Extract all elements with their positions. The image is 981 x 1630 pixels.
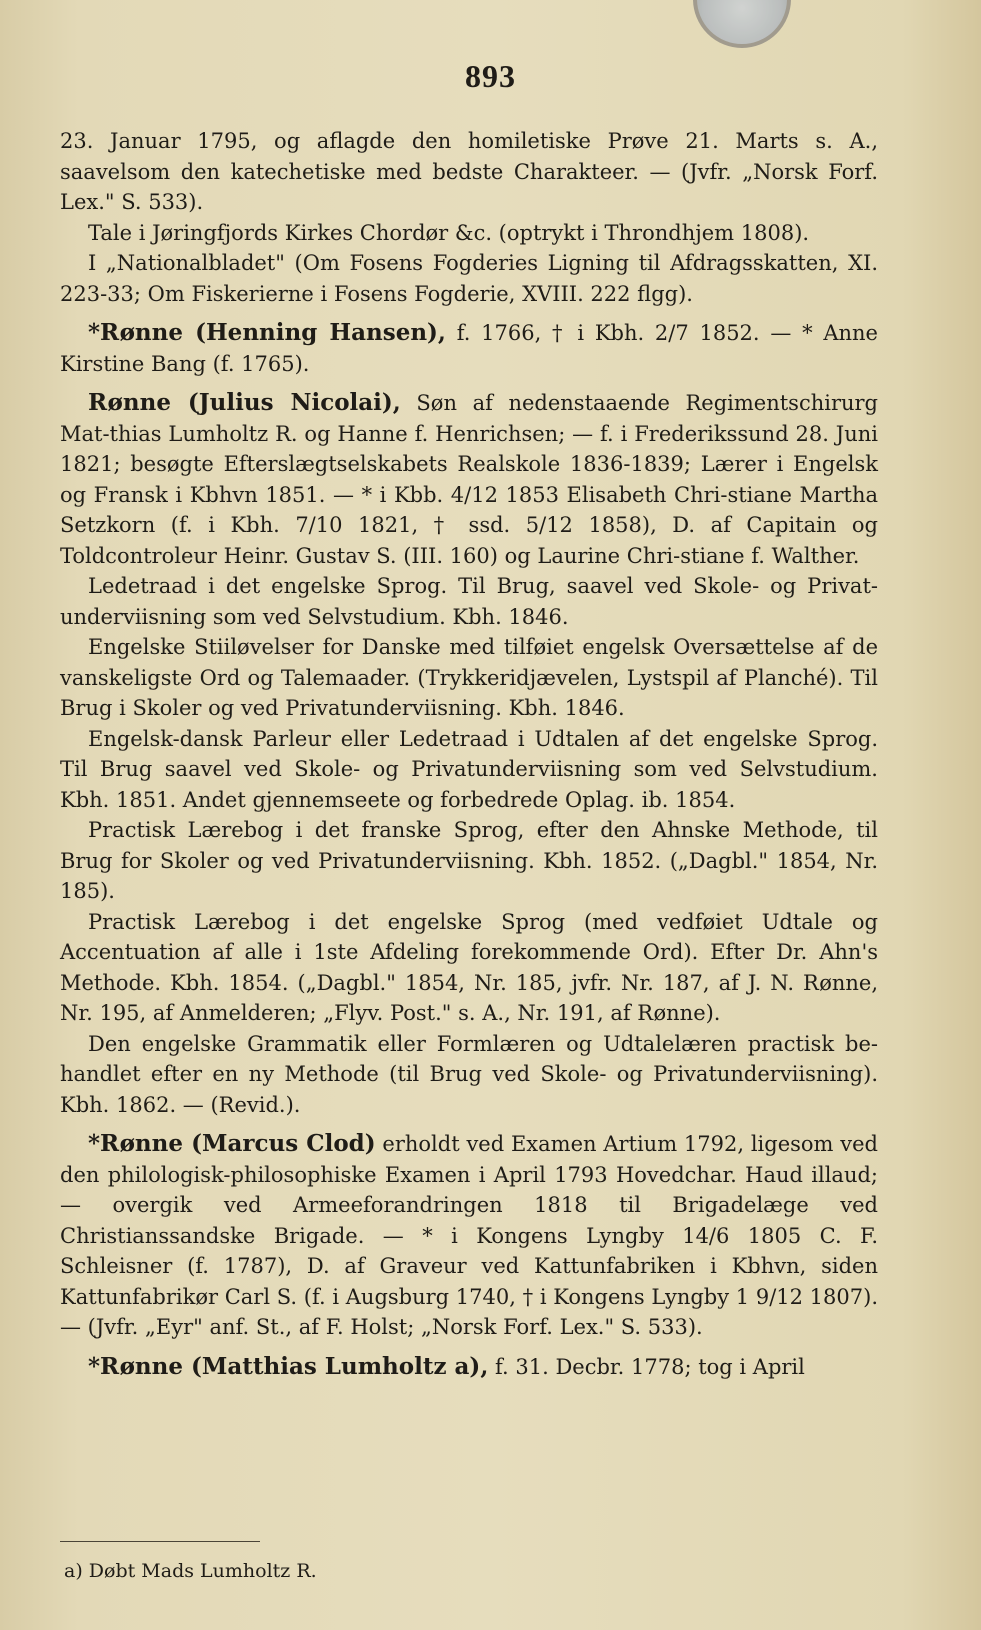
paragraph-text: Practisk Lærebog i det franske Sprog, efter den Ahnske Methode, til Brug for Skoler og ved Privatunderviisning. Kbh. 1852. („Dagbl." 1854, Nr. 185). xyxy=(60,818,878,903)
bibliography-paragraph xyxy=(60,1029,878,1121)
paragraph-text: Tale i Jøringfjords Kirkes Chordør &c. (optrykt i Throndhjem 1808). xyxy=(88,220,810,245)
bibliography-paragraph xyxy=(60,571,878,632)
paragraph-text: erholdt ved Examen Artium 1792, ligesom ved den philologisk-philosophiske Examen i April 1793 Hovedchar. Haud illaud; — overgik ved Armeeforandringen 1818 til Brigadelæge ved Christianssandske Brigade. — * i Kongens Lyngby 14/6 1805 C. F. Schleisner (f. 1787), D. af Graveur ved Kattunfabriken i Kbhvn, siden Kattunfabrikør Carl S. (f. i Augsburg 1740, † i Kongens Lyngby 1 9/12 1807). — (Jvfr. „Eyr" anf. St., af F. Holst; „Norsk Forf. Lex." S. 533). xyxy=(60,1132,878,1339)
entry-heading: Rønne (Julius Nicolai), xyxy=(88,389,401,416)
paragraph-text: Den engelske Grammatik eller Formlæren og Udtalelæren practisk be-handlet efter en ny Methode (til Brug ved Skole- og Privatunderviisning). Kbh. 1862. — (Revid.). xyxy=(60,1031,878,1117)
paragraph-text: I „Nationalbladet" (Om Fosens Fogderies Ligning til Afdragsskatten, XI. 223-33; Om Fiskerierne i Fosens Fogderie, XVIII. 222 flgg). xyxy=(60,251,878,306)
biography-entry xyxy=(60,318,878,379)
entry-heading: *Rønne (Matthias Lumholtz a), xyxy=(88,1352,489,1380)
biography-entry xyxy=(60,1352,878,1383)
scan-binding-ring xyxy=(693,0,791,48)
bibliography-paragraph xyxy=(60,632,878,724)
entry-heading: *Rønne (Marcus Clod) xyxy=(88,1130,376,1157)
paragraph-text: f. 1766, † i Kbh. 2/7 1852. — * Anne Kirstine Bang (f. 1765). xyxy=(60,321,878,376)
paragraph-text: f. 31. Decbr. 1778; tog i April xyxy=(488,1354,805,1379)
paragraph-text: Practisk Lærebog i det engelske Sprog (med vedføiet Udtale og Accentuation af alle i 1ste Afdeling forekommende Ord). Efter Dr. Ahn's Methode. Kbh. 1854. („Dagbl." 1854, Nr. 185, jvfr. Nr. 187, af J. N. Rønne, Nr. 195, af Anmelderen; „Flyv. Post." s. A., Nr. 191, af Rønne). xyxy=(60,909,878,1025)
biography-entry xyxy=(60,1129,878,1343)
entry-heading: *Rønne (Henning Hansen), xyxy=(88,319,446,346)
biography-entry xyxy=(60,388,878,571)
bibliography-paragraph xyxy=(60,126,878,218)
bibliography-paragraph xyxy=(60,218,878,249)
footnote-divider xyxy=(60,1541,260,1542)
paragraph-text: Søn af nedenstaaende Regimentschirurg Mat-thias Lumholtz R. og Hanne f. Henrichsen; — f. i Frederikssund 28. Juni 1821; besøgte Efterslægtselskabets Realskole 1836-1839; Lærer i Engelsk og Fransk i Kbhvn 1851. — * i Kbb. 4/12 1853 Elisabeth Chri-stiane Martha Setzkorn (f. i Kbh. 7/10 1821, † ssd. 5/12 1858), D. af Capitain og Toldcontroleur Heinr. Gustav S. (III. 160) og Laurine Chri-stiane f. Walther. xyxy=(60,391,878,568)
paragraph-text: 23. Januar 1795, og aflagde den homiletiske Prøve 21. Marts s. A., saavelsom den katechetiske med bedste Charakteer. — (Jvfr. „Norsk Forf. Lex." S. 533). xyxy=(60,129,878,214)
bibliography-paragraph xyxy=(60,724,878,816)
bibliography-paragraph xyxy=(60,815,878,907)
paragraph-text: Engelsk-dansk Parleur eller Ledetraad i Udtalen af det engelske Sprog. Til Brug saavel ved Skole- og Privatunderviisning som ved Selvstudium. Kbh. 1851. Andet gjennemseete og forbedrede Oplag. ib. 1854. xyxy=(60,726,878,812)
bibliography-paragraph xyxy=(60,248,878,309)
page-number: 893 xyxy=(465,58,516,94)
footnote: a) Døbt Mads Lumholtz R. xyxy=(64,1560,317,1582)
paragraph-text: Engelske Stiiløvelser for Danske med tilføiet engelsk Oversættelse af de vanskeligste Ord og Talemaader. (Trykkeridjævelen, Lystspil af Planché). Til Brug i Skoler og ved Privatunderviisning. Kbh. 1846. xyxy=(60,635,878,720)
paragraph-text: Ledetraad i det engelske Sprog. Til Brug, saavel ved Skole- og Privat-underviisning som ved Selvstudium. Kbh. 1846. xyxy=(60,574,878,629)
page-body xyxy=(60,126,878,1382)
bibliography-paragraph xyxy=(60,907,878,1029)
